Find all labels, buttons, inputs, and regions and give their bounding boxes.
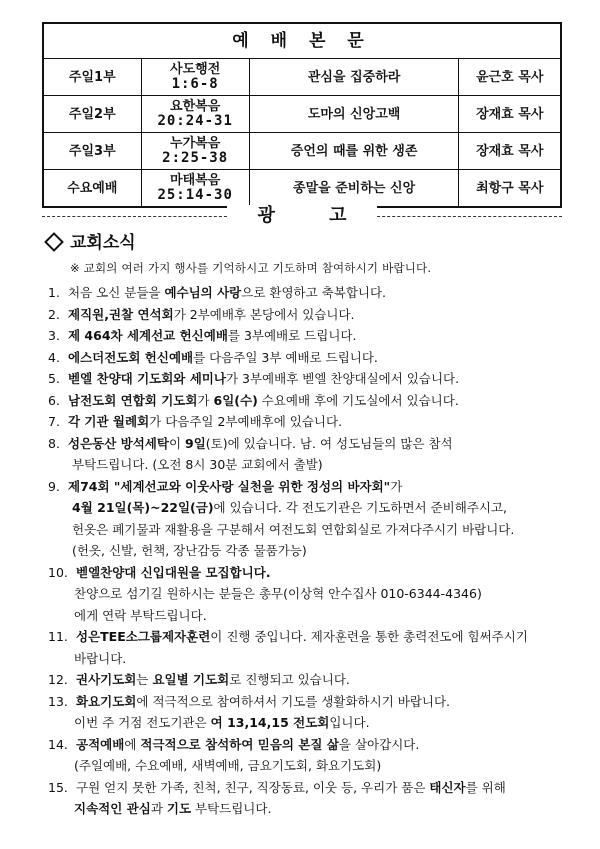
list-item: 9. 제74회 "세계선교와 이웃사랑 실천을 위한 정성의 바자회"가 — [48, 478, 403, 494]
list-item: 15. 구원 얻지 못한 가족, 친척, 친구, 직장동료, 이웃 등, 우리가 품은 태신자를 위해 — [48, 779, 506, 795]
list-item: 5. 벧엘 찬양대 기도회와 세미나가 3부예배후 벧엘 찬양대실에서 있습니다. — [48, 371, 460, 386]
service-name: 주일2부 — [43, 96, 141, 133]
sermon-title: 도마의 신앙고백 — [249, 96, 459, 133]
announcement-title: 광 고 — [42, 205, 562, 227]
sermon-title: 관심을 집중하라 — [249, 59, 459, 96]
list-item: 8. 성은동산 방석세탁이 9일(토)에 있습니다. 남. 여 성도님들의 많은 참석 — [48, 435, 453, 451]
section-title: 교회소식 — [70, 233, 136, 253]
scripture-verse: 1:6-8 — [171, 76, 219, 92]
list-item: 13. 화요기도회에 적극적으로 참여하셔서 기도를 생활화하시기 바랍니다. — [48, 693, 451, 709]
service-name: 주일1부 — [43, 59, 141, 96]
scripture-verse: 20:24-31 — [157, 113, 233, 129]
list-item: 11. 성은TEE소그룹제자훈련이 진행 중입니다. 제자훈련을 통한 총력전도에 힘써주시기 — [48, 629, 528, 644]
scripture-book: 사도행전 — [170, 62, 221, 77]
scripture — [141, 133, 249, 170]
service-name: 주일3부 — [43, 133, 141, 170]
preacher: 윤근호 목사 — [459, 59, 561, 96]
list-item-continuation: 지속적인 관심과 기도 부탁드립니다. — [74, 801, 272, 816]
list-item-continuation: 헌옷은 폐기물과 재활용을 구분해서 여전도회 연합회실로 가져다주시기 바랍니다. — [72, 521, 515, 537]
list-item: 2. 제직원,권찰 연석회가 2부예배후 본당에서 있습니다. — [48, 306, 355, 322]
list-item: 10. 벧엘찬양대 신입대원을 모집합니다. — [48, 564, 271, 580]
list-item: 6. 남전도회 연합회 기도회가 6일(수) 수요예배 후에 기도실에서 있습니다. — [48, 392, 459, 408]
list-item-continuation: 찬양으로 섬기길 원하시는 분들은 총무(이상혁 안수집사 010-6344-4346) — [74, 586, 482, 601]
list-item: 4. 에스더전도회 헌신예배를 다음주일 3부 예배로 드립니다. — [48, 349, 378, 365]
list-item: 14. 공적예배에 적극적으로 참석하여 믿음의 본질 삶을 살아갑시다. — [48, 736, 420, 752]
section-note: ※ 교회의 여러 가지 행사를 기억하시고 기도하며 참여하시기 바랍니다. — [70, 261, 432, 275]
list-item-continuation: 부탁드립니다. (오전 8시 30분 교회에서 출발) — [72, 457, 323, 472]
list-item-continuation: 에게 연락 부탁드립니다. — [74, 607, 207, 623]
list-item: 3. 제 464차 세계선교 헌신예배를 3부예배로 드립니다. — [48, 328, 357, 343]
list-item-continuation: 4월 21일(목)~22일(금)에 있습니다. 각 전도기관은 기도하면서 준비해주시고, — [72, 500, 508, 515]
diamond-bullet-icon — [44, 232, 64, 252]
scripture-book: 누가복음 — [170, 136, 221, 151]
scripture — [141, 59, 249, 96]
worship-table — [42, 22, 562, 208]
preacher: 최항구 목사 — [459, 170, 561, 208]
scripture-book: 요한복음 — [170, 99, 221, 114]
worship-row — [43, 59, 561, 96]
preacher: 장재효 목사 — [459, 133, 561, 170]
service-name: 수요예배 — [43, 170, 141, 208]
list-item: 1. 처음 오신 분들을 예수님의 사랑으로 환영하고 축복합니다. — [48, 285, 387, 300]
worship-header-row — [43, 23, 561, 59]
scripture-book: 마태복음 — [170, 173, 221, 188]
list-item-continuation: (헌옷, 신발, 헌책, 장난감등 각종 물품가능) — [72, 543, 307, 558]
list-item-continuation: 이번 주 거점 전도기관은 여 13,14,15 전도회입니다. — [74, 715, 370, 730]
announcement-header — [42, 205, 562, 227]
worship-row — [43, 96, 561, 133]
scripture-verse: 25:14-30 — [157, 187, 233, 203]
worship-title: 예 배 본 문 — [43, 23, 561, 59]
preacher: 장재효 목사 — [459, 96, 561, 133]
section-heading — [44, 232, 136, 254]
scripture — [141, 170, 249, 208]
sermon-title: 증언의 때를 위한 생존 — [249, 133, 459, 170]
list-item: 7. 각 기관 월례회가 다음주일 2부예배후에 있습니다. — [48, 414, 343, 429]
worship-row — [43, 133, 561, 170]
scripture-verse: 2:25-38 — [162, 150, 229, 166]
list-item: 12. 권사기도회는 요일별 기도회로 진행되고 있습니다. — [48, 672, 350, 687]
list-item-continuation: 바랍니다. — [74, 650, 127, 666]
sermon-title: 종말을 준비하는 신앙 — [249, 170, 459, 208]
announcement-list — [48, 282, 568, 820]
worship-row — [43, 170, 561, 208]
scripture — [141, 96, 249, 133]
list-item-continuation: (주일예배, 수요예배, 새벽예배, 금요기도회, 화요기도회) — [74, 758, 382, 773]
